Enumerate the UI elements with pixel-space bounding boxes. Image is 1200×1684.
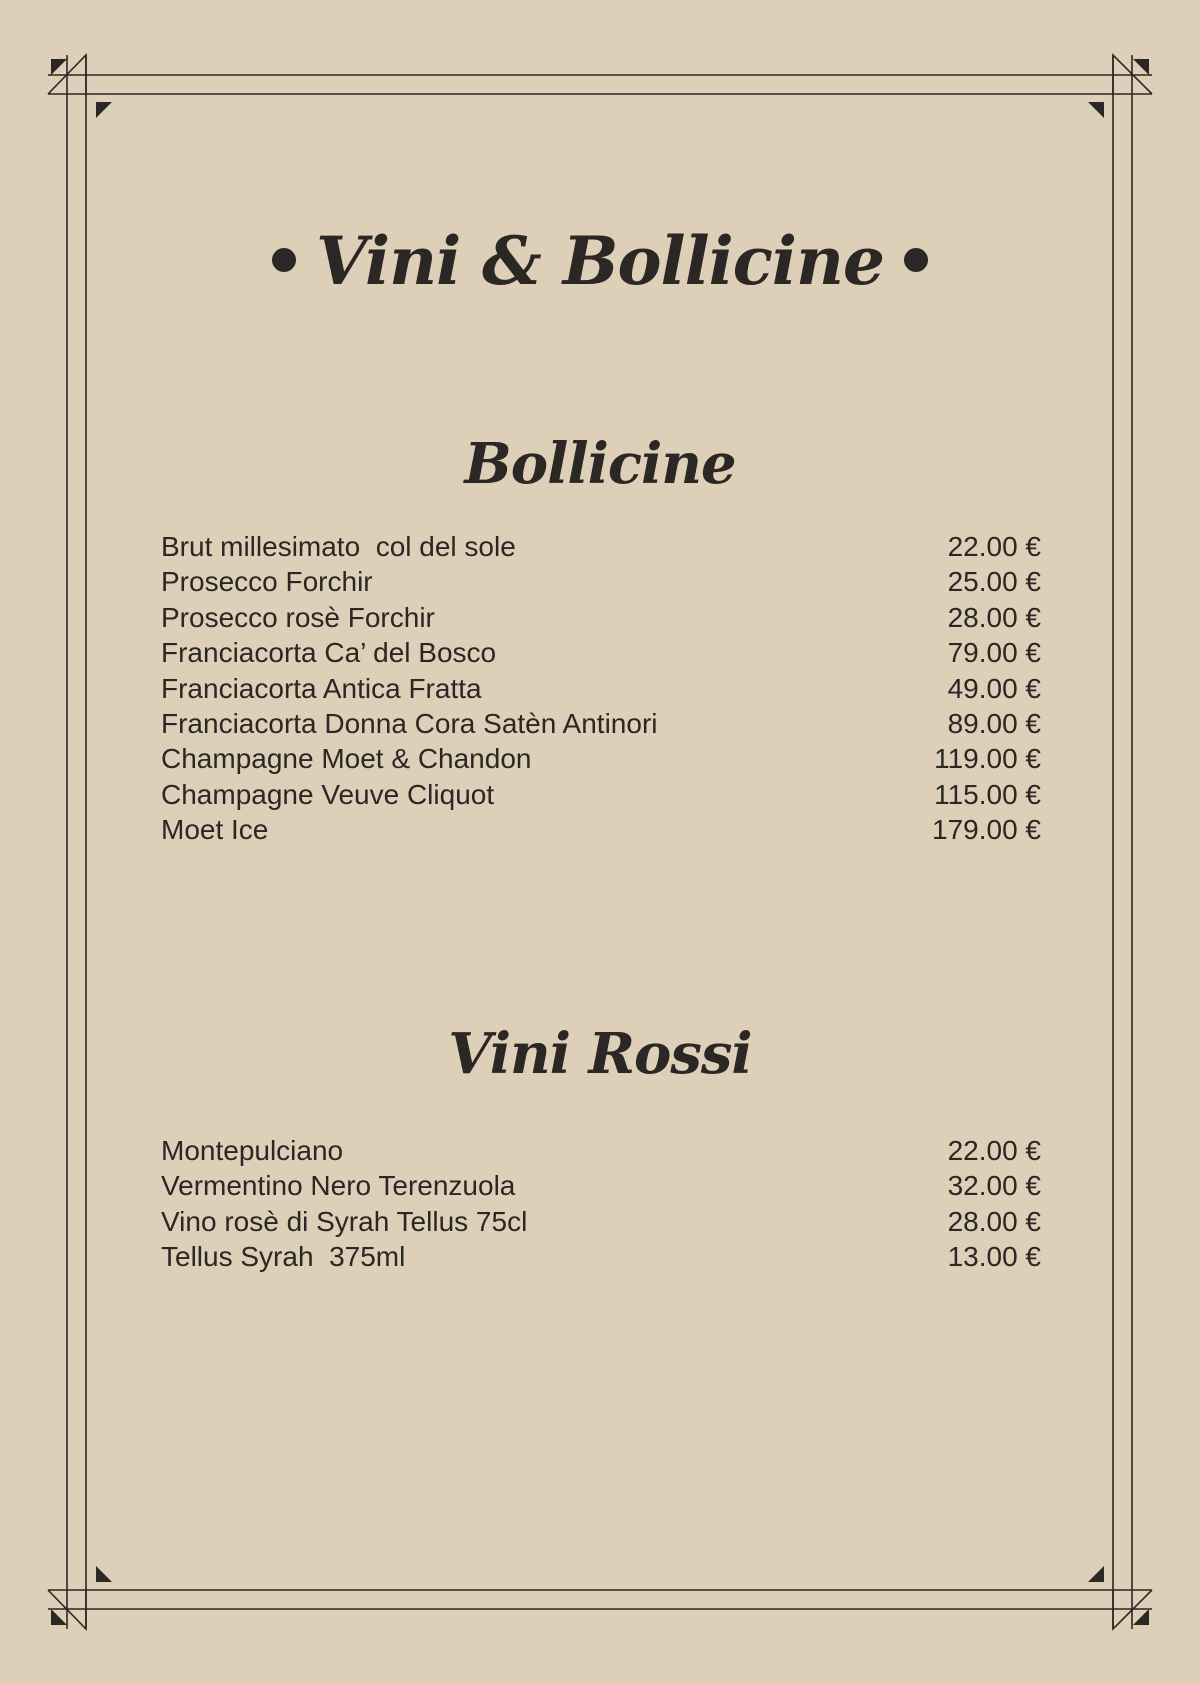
bullet-right-icon <box>904 248 928 272</box>
page-title <box>0 222 1200 300</box>
item-name: Prosecco rosè Forchir <box>161 601 435 633</box>
menu-item <box>161 814 1041 849</box>
item-name: Vino rosè di Syrah Tellus 75cl <box>161 1205 528 1237</box>
menu-item <box>161 743 1041 778</box>
item-price: 49.00 € <box>947 672 1041 704</box>
menu-list-vini-rossi <box>161 1135 1041 1277</box>
page-title-text: Vini & Bollicine <box>316 222 884 300</box>
item-price: 89.00 € <box>947 707 1041 739</box>
menu-list-bollicine <box>161 531 1041 850</box>
item-price: 32.00 € <box>947 1170 1041 1202</box>
menu-item <box>161 1241 1041 1276</box>
menu-item <box>161 1135 1041 1170</box>
item-price: 115.00 € <box>934 778 1041 810</box>
item-name: Vermentino Nero Terenzuola <box>161 1170 516 1202</box>
item-name: Champagne Moet & Chandon <box>161 743 532 775</box>
item-name: Prosecco Forchir <box>161 566 373 598</box>
item-name: Franciacorta Donna Cora Satèn Antinori <box>161 707 658 739</box>
menu-item <box>161 1206 1041 1241</box>
item-price: 179.00 € <box>932 814 1041 846</box>
menu-item <box>161 637 1041 672</box>
menu-item <box>161 602 1041 637</box>
menu-item <box>161 673 1041 708</box>
menu-item <box>161 1170 1041 1205</box>
bullet-left-icon <box>272 248 296 272</box>
item-name: Moet Ice <box>161 814 269 846</box>
section-title-bollicine: Bollicine <box>464 431 736 497</box>
item-name: Champagne Veuve Cliquot <box>161 778 495 810</box>
item-price: 22.00 € <box>947 1135 1041 1166</box>
menu-item <box>161 708 1041 743</box>
item-name: Franciacorta Ca’ del Bosco <box>161 637 497 669</box>
item-price: 13.00 € <box>947 1241 1041 1273</box>
item-price: 28.00 € <box>947 601 1041 633</box>
section-title-vini-rossi: Vini Rossi <box>448 1021 752 1087</box>
item-price: 25.00 € <box>947 566 1041 598</box>
item-name: Tellus Syrah 375ml <box>161 1241 406 1273</box>
menu-item <box>161 531 1041 566</box>
item-name: Brut millesimato col del sole <box>161 531 516 562</box>
menu-item <box>161 566 1041 601</box>
item-price: 28.00 € <box>947 1205 1041 1237</box>
item-name: Franciacorta Antica Fratta <box>161 672 482 704</box>
item-price: 22.00 € <box>947 531 1041 562</box>
item-price: 79.00 € <box>947 637 1041 669</box>
menu-item <box>161 779 1041 814</box>
item-name: Montepulciano <box>161 1135 344 1166</box>
item-price: 119.00 € <box>934 743 1041 775</box>
